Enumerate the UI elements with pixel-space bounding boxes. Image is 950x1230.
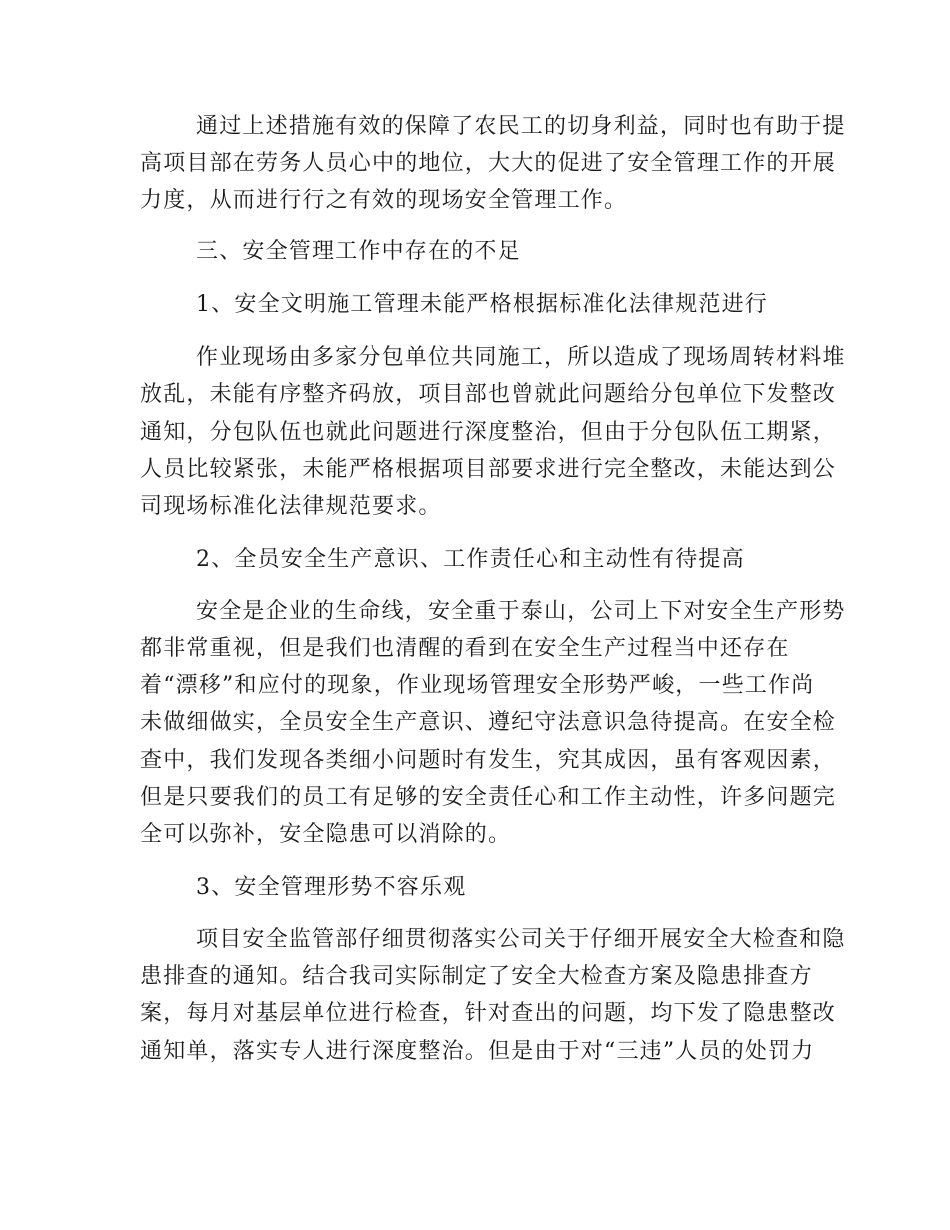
paragraph-line: 力度，从而进行行之有效的现场安全管理工作。 <box>140 188 628 213</box>
paragraph-line: 案，每月对基层单位进行检查，针对查出的问题，均下发了隐患整改 <box>140 1001 837 1026</box>
subsection-heading: 3、安全管理形势不容乐观 <box>196 875 467 900</box>
paragraph-line: 查中，我们发现各类细小问题时有发生，究其成因，虽有客观因素， <box>140 748 837 773</box>
paragraph-line: 但是只要我们的员工有足够的安全责任心和工作主动性，许多问题完 <box>140 785 837 810</box>
paragraph-line: 人员比较紧张，未能严格根据项目部要求进行完全整改，未能达到公 <box>140 457 837 482</box>
paragraph-line: 通知单，落实专人进行深度整治。但是由于对“三违”人员的处罚力 <box>140 1039 815 1064</box>
paragraph-line: 着“漂移”和应付的现象，作业现场管理安全形势严峻，一些工作尚 <box>140 673 815 698</box>
section-heading: 三、安全管理工作中存在的不足 <box>196 239 521 264</box>
subsection-heading: 1、安全文明施工管理未能严格根据标准化法律规范进行 <box>196 292 768 317</box>
paragraph-line: 通过上述措施有效的保障了农民工的切身利益，同时也有助于提 <box>196 114 846 139</box>
paragraph-line: 都非常重视，但是我们也清醒的看到在安全生产过程当中还存在 <box>140 636 790 661</box>
paragraph-line: 高项目部在劳务人员心中的地位，大大的促进了安全管理工作的开展 <box>140 151 837 176</box>
paragraph-line: 通知，分包队伍也就此问题进行深度整治，但由于分包队伍工期紧， <box>140 420 837 445</box>
paragraph-line: 项目安全监管部仔细贯彻落实公司关于仔细开展安全大检查和隐 <box>196 927 846 952</box>
paragraph-line: 作业现场由多家分包单位共同施工，所以造成了现场周转材料堆 <box>196 345 846 370</box>
paragraph-line: 司现场标准化法律规范要求。 <box>140 494 442 519</box>
paragraph-line: 放乱，未能有序整齐码放，项目部也曾就此问题给分包单位下发整改 <box>140 382 837 407</box>
paragraph-line: 患排查的通知。结合我司实际制定了安全大检查方案及隐患排查方 <box>140 964 813 989</box>
paragraph-line: 全可以弥补，安全隐患可以消除的。 <box>140 822 512 847</box>
paragraph-line: 未做细做实，全员安全生产意识、遵纪守法意识急待提高。在安全检 <box>140 710 837 735</box>
subsection-heading: 2、全员安全生产意识、工作责任心和主动性有待提高 <box>196 547 745 572</box>
paragraph-line: 安全是企业的生命线，安全重于泰山，公司上下对安全生产形势 <box>196 599 846 624</box>
